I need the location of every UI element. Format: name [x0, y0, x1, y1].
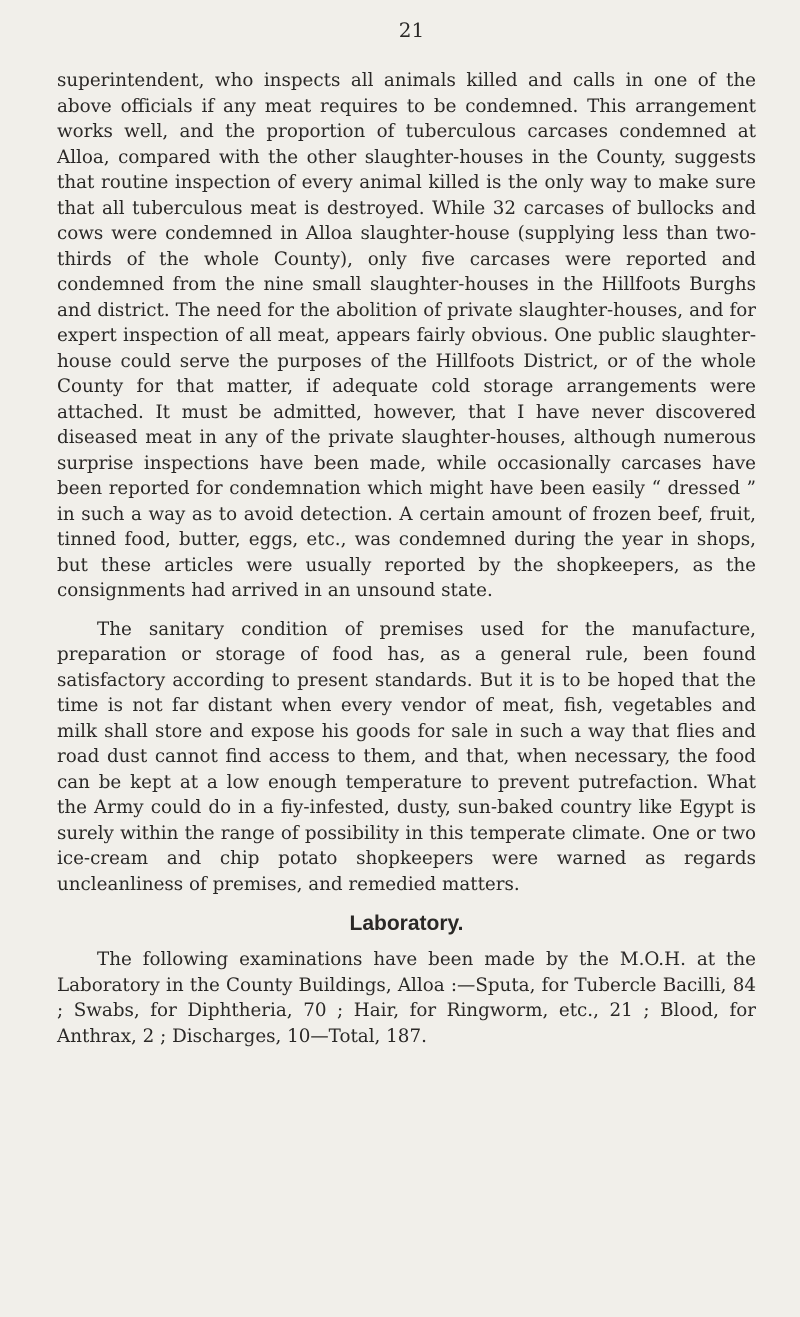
paragraph-sanitary-condition: The sanitary condition of premises used for the manufacture, preparation or storage of food has, as a general rule, been found satisfactory according to present standards. But it is to be hoped that the time is not far distant when every vendor of meat, fish, vegetables and milk shall store and expose his goods for sale in such a way that flies and road dust cannot find access to them, and that, when necessary, the food can be kept at a low enough temperature to prevent putrefaction. What the Army could do in a fiy-infested, dusty, sun-baked country like Egypt is surely within the range of possibility in this temperate climate. One or two ice-cream and chip potato shopkeepers were warned as regards uncleanliness of premises, and remedied matters. — [57, 618, 756, 895]
page-number: 21 — [398, 18, 425, 42]
section-heading-laboratory: Laboratory. — [349, 912, 464, 935]
paragraph-meat-inspection: superintendent, who inspects all animals killed and calls in one of the above officials if any meat requires to be condemned. This arrangement works well, and the proportion of tuberculous carcases condemned at Alloa, compared with the other slaughter-houses in the County, suggests that routine inspection of every animal killed is the only way to make sure that all tuberculous meat is destroyed. While 32 carcases of bullocks and cows were condemned in Alloa slaughter-house (supplying less than two-thirds of the whole County), only five carcases were reported and condemned from the nine small slaughter-houses in the Hillfoots Burghs and district. The need for the abolition of private slaughter-houses, and for expert inspection of all meat, appears fairly obvious. One public slaughter-house could serve the purposes of the Hillfoots District, or of the whole County for that matter, if adequate cold storage arrangements were attached. It must be admitted, however, that I have never discovered diseased meat in any of the private slaughter-houses, although numerous surprise inspections have been made, while occasionally carcases have been reported for condemnation which might have been easily “ dressed ” in such a way as to avoid detection. A certain amount of frozen beef, fruit, tinned food, butter, eggs, etc., was condemned during the year in shops, but these articles were usually reported by the shopkeepers, as the consignments had arrived in an unsound state. — [57, 70, 756, 601]
paragraph-laboratory: The following examinations have been made by the M.O.H. at the Laboratory in the County Buildings, Alloa :—Sputa, for Tubercle Bacilli, 84 ; Swabs, for Diphtheria, 70 ; Hair, for Ringworm, etc., 21 ; Blood, for Anthrax, 2 ; Discharges, 10—Total, 187. — [57, 949, 756, 1047]
